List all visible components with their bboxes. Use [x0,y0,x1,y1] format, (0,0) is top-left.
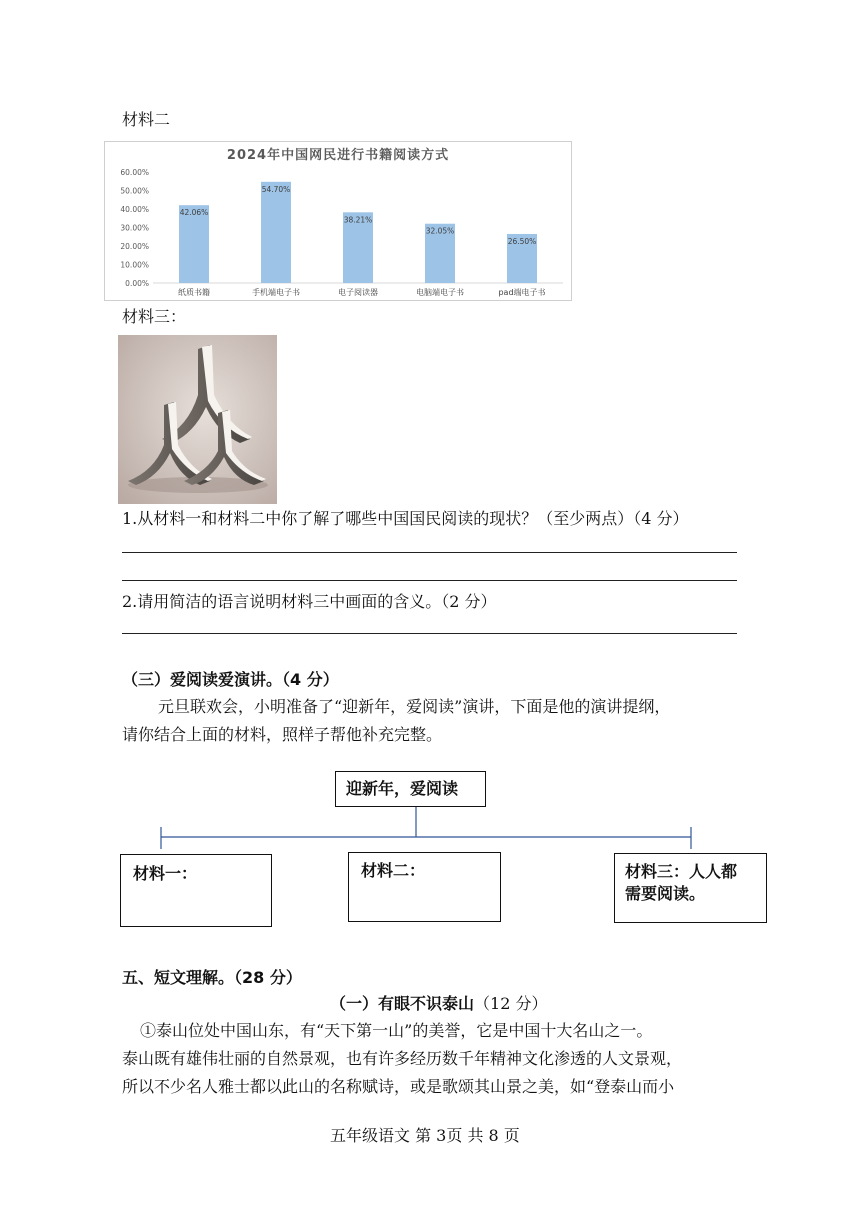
x-tick-label: 手机端电子书 [252,288,300,297]
x-tick-label: pad端电子书 [498,288,546,297]
outline-connectors [150,805,710,855]
bar-data-label: 26.50% [507,236,537,246]
outline-box-material1[interactable] [120,854,272,927]
section3-title: （三）爱阅读爱演讲。（4 分） [122,670,339,689]
question-1: 1.从材料一和材料二中你了解了哪些中国国民阅读的现状？（至少两点）（4 分） [122,509,689,528]
x-tick-label: 纸质书籍 [178,288,210,297]
bar-data-label: 38.21% [343,215,373,225]
books-people-image [118,335,277,504]
bar-chart-svg [105,142,571,300]
outline-box-material2[interactable] [348,852,501,922]
outline-box1-text: 材料一： [133,864,198,883]
y-tick-label: 60.00% [120,168,149,177]
reading-method-chart [104,141,572,301]
bar-data-label: 54.70% [261,184,291,194]
outline-box-material3 [614,853,767,923]
y-tick-label: 40.00% [120,205,149,214]
outline-box2-text: 材料二： [361,861,426,880]
y-tick-label: 30.00% [120,223,149,233]
y-tick-label: 10.00% [120,260,149,270]
bar-data-label: 42.06% [179,208,209,218]
outline-box3-text: 材料三：人人都 需要阅读。 [625,862,738,903]
passage-title: （一）有眼不识泰山 [330,994,475,1013]
passage-heading [330,994,547,1014]
bar-data-label: 32.05% [425,226,455,236]
x-tick-label: 电脑端电子书 [416,288,464,297]
chart-title: 2024年中国网民进行书籍阅读方式 [226,148,450,163]
x-tick-label: 电子阅读器 [338,288,378,297]
section3-body-line1: 元旦联欢会，小明准备了“迎新年，爱阅读”演讲，下面是他的演讲提纲， [158,697,671,716]
section5-title: 五、短文理解。（28 分） [122,968,302,987]
bar [261,182,291,283]
outline-root-box [335,771,486,807]
passage-line-1: ①泰山位处中国山东，有“天下第一山”的美誉，它是中国十大名山之一。 [140,1021,653,1040]
passage-score: （12 分） [474,994,548,1013]
page-footer: 五年级语文 第 3页 共 8 页 [330,1126,520,1145]
answer-line-2[interactable] [122,580,737,581]
passage-line-2: 泰山既有雄伟壮丽的自然景观，也有许多经历数千年精神文化渗透的人文景观， [122,1049,683,1068]
y-tick-label: 20.00% [120,242,149,251]
passage-line-3: 所以不少名人雅士都以此山的名称赋诗，或是歌颂其山景之美，如“登泰山而小 [122,1077,675,1096]
answer-line-1[interactable] [122,552,737,553]
y-tick-label: 50.00% [120,186,149,196]
answer-line-3[interactable] [122,633,737,634]
material3-label: 材料三： [122,307,187,326]
question-2: 2.请用简洁的语言说明材料三中画面的含义。（2 分） [122,592,497,611]
section3-body-line2: 请你结合上面的材料，照样子帮他补充完整。 [122,725,443,744]
y-tick-label: 0.00% [125,279,149,288]
material2-label: 材料二 [122,110,171,129]
outline-root-text: 迎新年，爱阅读 [346,779,459,798]
